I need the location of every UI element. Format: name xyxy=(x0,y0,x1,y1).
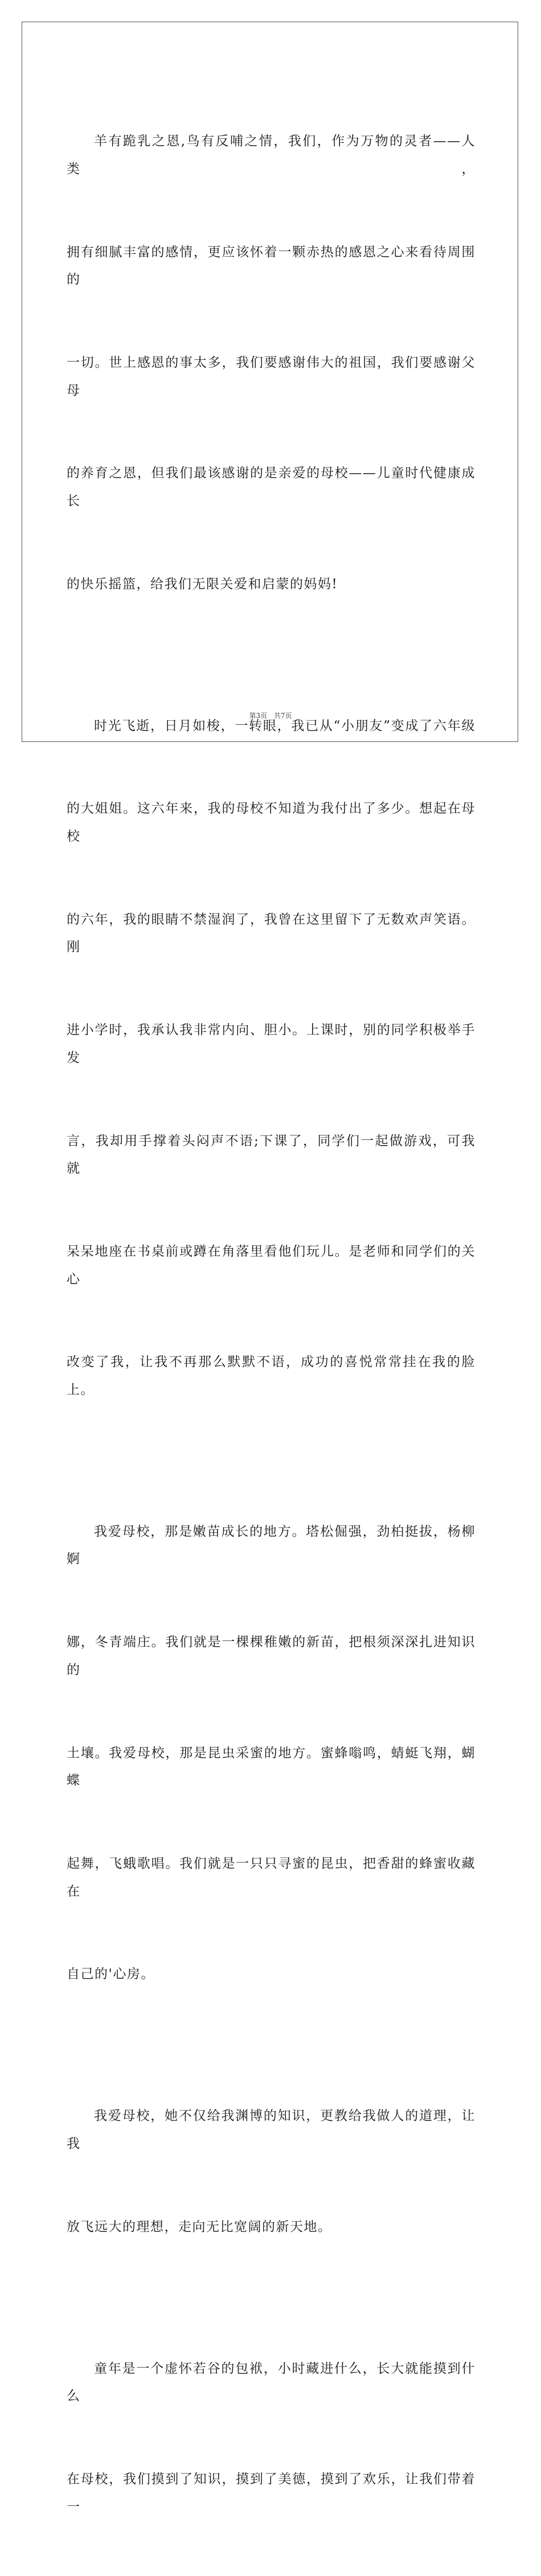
text-line: 在母校，我们摸到了知识，摸到了美德，摸到了欢乐，让我们带着一 xyxy=(67,2466,476,2521)
text-line: 呆呆地座在书桌前或蹲在角落里看他们玩儿。是老师和同学们的关心 xyxy=(67,1238,476,1293)
text-line: 我爱母校，她不仅给我渊博的知识，更教给我做人的道理，让我 xyxy=(67,2102,476,2157)
paragraph-5 xyxy=(67,2300,476,2576)
page-number-current: 第3页 xyxy=(249,712,267,720)
text-line: 时光飞逝，日月如梭，一转眼，我已从“小朋友”变成了六年级 xyxy=(67,712,476,740)
text-line: 自己的'心房。 xyxy=(67,1960,476,1988)
text-line: 进小学时，我承认我非常内向、胆小。上课时，别的同学积极举手发 xyxy=(67,1016,476,1072)
text-line: 改变了我，让我不再那么默默不语，成功的喜悦常常挂在我的脸上。 xyxy=(67,1348,476,1404)
paragraph-1 xyxy=(67,72,476,653)
text-line: 土壤。我爱母校，那是昆虫采蜜的地方。蜜蜂嗡鸣，蜻蜓飞翔，蝴蝶 xyxy=(67,1740,476,1795)
paragraph-3 xyxy=(67,1463,476,2044)
text-line: 娜，冬青端庄。我们就是一棵棵稚嫩的新苗，把根须深深扎进知识的 xyxy=(67,1629,476,1684)
text-line: 起舞，飞蛾歌唱。我们就是一只只寻蜜的昆虫，把香甜的蜂蜜收藏在 xyxy=(67,1850,476,1905)
page-number-total: 共7页 xyxy=(274,712,292,720)
text-line: 童年是一个虚怀若谷的包袱，小时藏进什么，长大就能摸到什么 xyxy=(67,2355,476,2410)
page-footer xyxy=(0,711,541,720)
text-line: 的快乐摇篮，给我们无限关爱和启蒙的妈妈! xyxy=(67,571,476,598)
text-line: 拥有细腻丰富的感情，更应该怀着一颗赤热的感恩之心来看待周围的 xyxy=(67,239,476,294)
text-line: 言，我却用手撑着头闷声不语;下课了，同学们一起做游戏，可我就 xyxy=(67,1127,476,1183)
paragraph-4 xyxy=(67,2047,476,2296)
text-line: 的六年，我的眼睛不禁湿润了，我曾在这里留下了无数欢声笑语。刚 xyxy=(67,906,476,961)
text-line: 一切。世上感恩的事太多，我们要感谢伟大的祖国，我们要感谢父母 xyxy=(67,349,476,404)
paragraph-2 xyxy=(67,657,476,1459)
text-line: 的大姐姐。这六年来，我的母校不知道为我付出了多少。想起在母校 xyxy=(67,795,476,850)
text-line: 的养育之恩，但我们最该感谢的是亲爱的母校——儿童时代健康成长 xyxy=(67,460,476,515)
document-body xyxy=(67,72,476,2576)
text-line: 我爱母校，那是嫩苗成长的地方。塔松倔强，劲柏挺拔，杨柳婀 xyxy=(67,1518,476,1573)
text-line: 放飞远大的理想，走向无比宽阔的新天地。 xyxy=(67,2213,476,2241)
text-line: 羊有跪乳之恩,鸟有反哺之情，我们，作为万物的灵者——人类， xyxy=(67,128,476,183)
